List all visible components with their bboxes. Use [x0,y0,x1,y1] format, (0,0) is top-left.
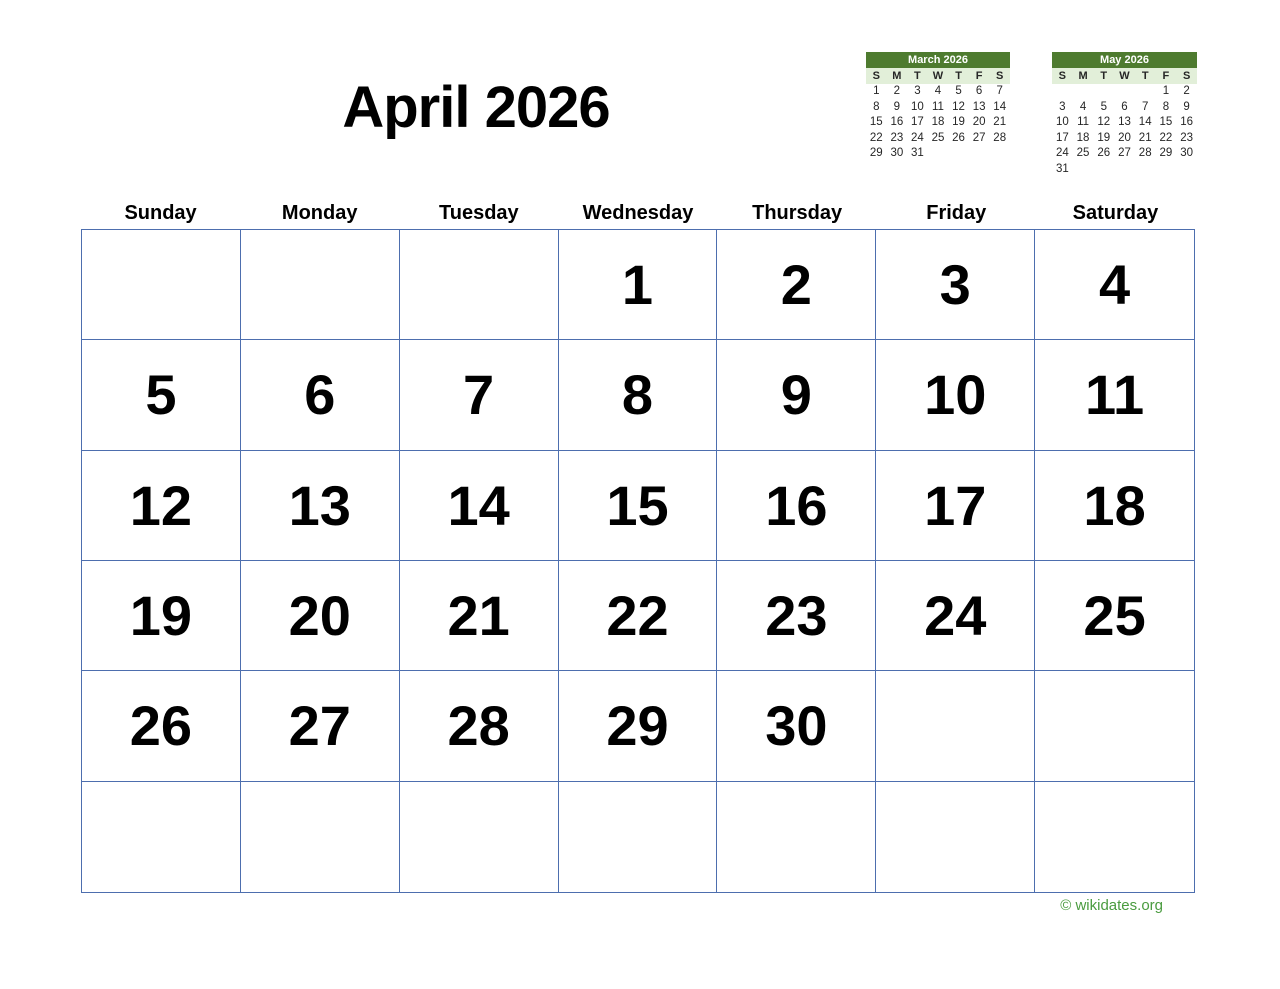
mini-day-cell-14: 14 [1138,116,1152,128]
mini-day-cell-4: 4 [1079,100,1087,113]
weekday-header-sunday: Sunday [124,202,197,224]
mini-day-cell-empty [1156,162,1177,178]
weekday-header-tuesday: Tuesday [439,202,519,224]
day-cell-empty [559,782,718,892]
mini-day-cell-6: 6 [975,85,983,97]
mini-day-cell-empty [1176,162,1197,178]
weekday-header-monday: Monday [281,202,358,224]
day-cell-27: 27 [241,671,400,781]
mini-day-cell-16: 16 [890,116,904,128]
mini-day-cell-25: 25 [931,131,945,144]
mini-week-row [866,146,1010,162]
mini-day-cell-19: 19 [1097,131,1111,144]
mini-day-cell-28: 28 [1138,147,1152,159]
day-cell-10: 10 [876,340,1035,450]
day-cell-7: 7 [400,340,559,450]
day-cell-2: 2 [717,230,876,340]
mini-day-cell-7: 7 [1142,100,1149,113]
day-cell-14: 14 [400,451,559,561]
mini-day-cell-23: 23 [1180,131,1194,144]
mini-day-cell-13: 13 [972,100,986,113]
mini-calendar-may [1052,52,1197,177]
mini-day-letter: F [975,70,983,82]
mini-day-cell-22: 22 [1159,131,1173,144]
mini-day-cell-19: 19 [952,116,965,128]
mini-day-cell-8: 8 [873,100,880,113]
mini-week-row [866,84,1010,100]
day-cell-26: 26 [82,671,241,781]
mini-day-cell-2: 2 [893,85,901,97]
day-cell-empty [82,230,241,340]
day-cell-empty [82,782,241,892]
mini-day-cell-empty [1135,162,1156,178]
mini-day-letter: T [914,70,921,82]
mini-day-cell-3: 3 [1059,100,1066,113]
mini-calendar-title: March 2026 [866,52,1010,68]
mini-day-cell-2: 2 [1183,85,1190,97]
mini-day-cell-26: 26 [1097,147,1111,159]
weekday-header-thursday: Thursday [752,202,843,224]
mini-day-cell-11: 11 [932,100,944,113]
day-cell-22: 22 [559,561,718,671]
mini-day-cell-31: 31 [1055,162,1069,175]
mini-week-row [1052,115,1197,131]
day-cell-23: 23 [717,561,876,671]
mini-day-cell-21: 21 [993,116,1007,128]
weekday-header-saturday: Saturday [1072,202,1159,224]
day-cell-empty [241,782,400,892]
mini-week-row [1052,100,1197,116]
day-cell-empty [717,782,876,892]
mini-day-cell-20: 20 [972,116,986,128]
page-title: April 2026 [342,75,610,140]
mini-day-letter: T [955,70,962,82]
watermark: © wikidates.org [1060,897,1163,914]
mini-day-cell-1: 1 [1162,85,1170,97]
mini-day-letter: W [1119,70,1130,82]
mini-day-cell-18: 18 [931,116,945,128]
mini-day-cell-23: 23 [890,131,904,144]
mini-week-row [866,131,1010,147]
day-cell-20: 20 [241,561,400,671]
day-cell-9: 9 [717,340,876,450]
mini-day-letter-row [866,68,1010,84]
day-cell-16: 16 [717,451,876,561]
mini-week-row [1052,162,1197,178]
mini-day-cell-15: 15 [1159,116,1173,128]
day-cell-8: 8 [559,340,718,450]
day-cell-empty [241,230,400,340]
mini-calendar-title: May 2026 [1052,52,1197,68]
day-cell-29: 29 [559,671,718,781]
mini-day-cell-29: 29 [869,147,883,159]
mini-day-letter: S [872,70,880,82]
mini-day-letter: T [1141,70,1149,82]
mini-day-cell-21: 21 [1138,131,1152,144]
day-cell-25: 25 [1035,561,1194,671]
mini-day-cell-empty [969,146,990,162]
mini-week-row [1052,146,1197,162]
mini-day-cell-empty [1114,84,1135,100]
mini-day-cell-12: 12 [952,100,965,113]
mini-day-cell-empty [1073,84,1094,100]
mini-day-cell-18: 18 [1076,131,1090,144]
day-cell-4: 4 [1035,230,1194,340]
mini-day-cell-16: 16 [1180,116,1194,128]
mini-day-letter: S [1182,70,1191,82]
mini-day-cell-27: 27 [972,131,986,144]
mini-day-letter: S [1058,70,1067,82]
weekday-header-friday: Friday [926,202,987,224]
mini-day-cell-empty [928,146,949,162]
mini-calendar-march [866,52,1010,162]
mini-day-cell-6: 6 [1121,100,1128,113]
mini-day-cell-5: 5 [1100,100,1107,113]
weekday-header-row [81,200,1195,226]
day-cell-empty [1035,782,1194,892]
mini-day-cell-27: 27 [1118,147,1131,159]
mini-day-cell-empty [1135,84,1156,100]
mini-day-cell-10: 10 [911,100,924,113]
mini-day-cell-empty [1093,162,1114,178]
day-cell-empty [400,230,559,340]
day-cell-empty [400,782,559,892]
mini-day-cell-17: 17 [911,116,924,128]
mini-day-cell-8: 8 [1162,100,1170,113]
mini-day-letter: W [932,70,944,82]
mini-day-cell-1: 1 [873,85,880,97]
mini-day-cell-29: 29 [1159,147,1173,159]
mini-day-letter: S [996,70,1004,82]
mini-day-cell-3: 3 [914,85,921,97]
day-cell-12: 12 [82,451,241,561]
day-cell-empty [1035,671,1194,781]
mini-day-cell-30: 30 [1180,147,1194,159]
day-cell-11: 11 [1035,340,1194,450]
mini-day-cell-empty [1114,162,1135,178]
mini-week-row [1052,131,1197,147]
mini-day-letter-row [1052,68,1197,84]
mini-week-row [866,100,1010,116]
day-cell-empty [876,671,1035,781]
mini-week-row [866,115,1010,131]
mini-day-letter: T [1100,70,1108,82]
mini-day-cell-empty [989,146,1010,162]
mini-day-cell-13: 13 [1118,116,1131,128]
mini-day-cell-empty [1073,162,1094,178]
day-cell-1: 1 [559,230,718,340]
mini-day-cell-25: 25 [1076,147,1090,159]
mini-day-cell-9: 9 [1183,100,1190,113]
mini-day-cell-20: 20 [1118,131,1131,144]
day-cell-13: 13 [241,451,400,561]
mini-day-cell-5: 5 [955,85,962,97]
day-cell-empty [876,782,1035,892]
mini-day-cell-empty [1093,84,1114,100]
day-cell-15: 15 [559,451,718,561]
mini-week-row [1052,84,1197,100]
day-cell-5: 5 [82,340,241,450]
mini-day-letter: M [892,70,902,82]
day-cell-17: 17 [876,451,1035,561]
mini-day-cell-12: 12 [1097,116,1111,128]
day-cell-30: 30 [717,671,876,781]
mini-day-cell-11: 11 [1077,116,1090,128]
mini-day-cell-17: 17 [1055,131,1069,144]
mini-day-cell-empty [1052,84,1073,100]
mini-day-cell-31: 31 [911,147,924,159]
day-cell-21: 21 [400,561,559,671]
mini-day-cell-7: 7 [996,85,1003,97]
day-cell-19: 19 [82,561,241,671]
mini-day-cell-15: 15 [869,116,883,128]
mini-day-cell-22: 22 [869,131,883,144]
mini-day-letter: M [1078,70,1088,82]
mini-day-cell-30: 30 [890,147,904,159]
main-calendar-grid [81,229,1195,893]
mini-day-cell-10: 10 [1055,116,1069,128]
mini-day-cell-empty [948,146,969,162]
mini-day-cell-9: 9 [893,100,901,113]
mini-day-cell-28: 28 [993,131,1007,144]
day-cell-28: 28 [400,671,559,781]
weekday-header-wednesday: Wednesday [582,202,694,224]
day-cell-6: 6 [241,340,400,450]
mini-day-cell-24: 24 [1055,147,1069,159]
day-cell-3: 3 [876,230,1035,340]
mini-day-cell-24: 24 [911,131,924,144]
day-cell-18: 18 [1035,451,1194,561]
mini-day-cell-4: 4 [934,85,942,97]
mini-day-cell-26: 26 [952,131,965,144]
mini-day-cell-14: 14 [993,100,1007,113]
day-cell-24: 24 [876,561,1035,671]
mini-day-letter: F [1162,70,1170,82]
